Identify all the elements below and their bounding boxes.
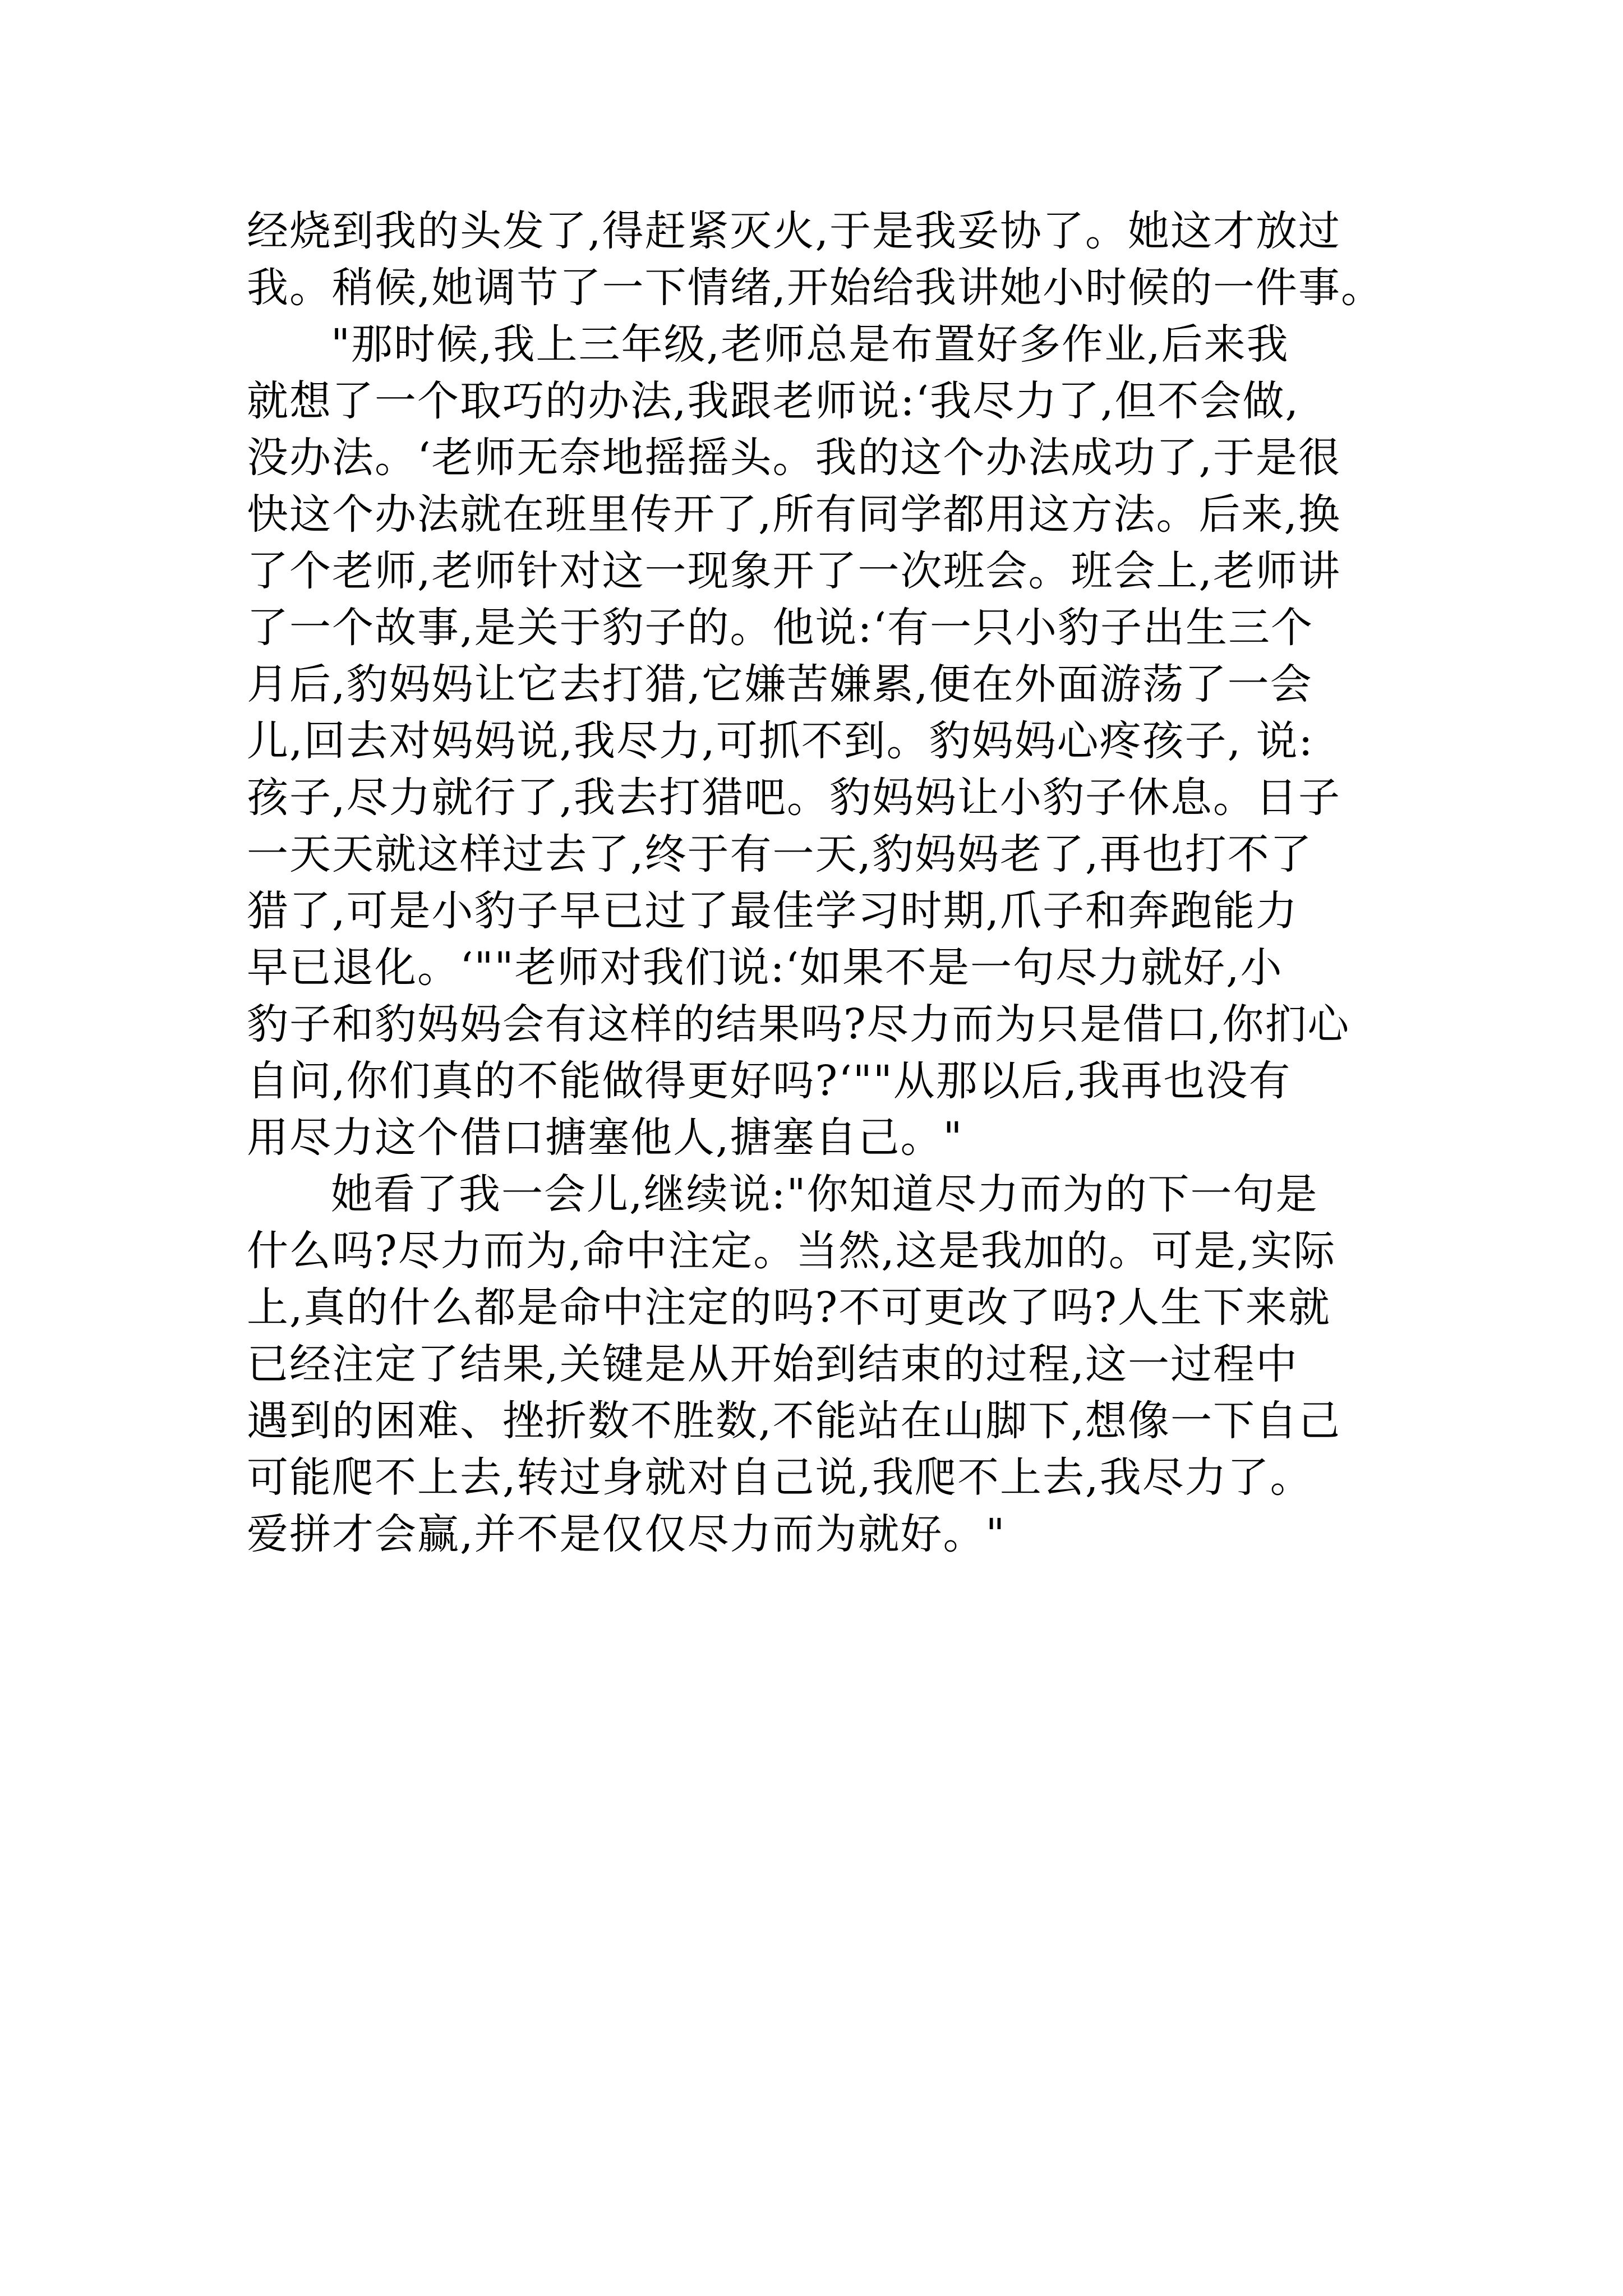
text-line: 孩子,尽力就行了,我去打猎吧。豹妈妈让小豹子休息。日子 xyxy=(247,774,1341,822)
text-line: 了一个故事,是关于豹子的。他说:‘有一只小豹子出生三个 xyxy=(247,604,1313,652)
text-line: 快这个办法就在班里传开了,所有同学都用这方法。后来,换 xyxy=(247,490,1341,539)
text-line: 猎了,可是小豹子早已过了最佳学习时期,爪子和奔跑能力 xyxy=(247,887,1299,935)
text-line: 已经注定了结果,关键是从开始到结束的过程,这一过程中 xyxy=(247,1340,1299,1388)
paragraph-start-line: "那时候,我上三年级,老师总是布置好多作业,后来我 xyxy=(331,320,1289,369)
text-line: 遇到的困难、挫折数不胜数,不能站在山脚下,想像一下自己 xyxy=(247,1397,1341,1445)
text-line: 自问,你们真的不能做得更好吗?‘""从那以后,我再也没有 xyxy=(247,1057,1292,1105)
text-line: 了个老师,老师针对这一现象开了一次班会。班会上,老师讲 xyxy=(247,547,1341,595)
text-line: 上,真的什么都是命中注定的吗?不可更改了吗?人生下来就 xyxy=(247,1283,1331,1332)
text-line: 经烧到我的头发了,得赶紧灭火,于是我妥协了。她这才放过 xyxy=(247,207,1341,255)
text-line: 我。稍候,她调节了一下情绪,开始给我讲她小时候的一件事。 xyxy=(247,264,1384,312)
text-line: 豹子和豹妈妈会有这样的结果吗?尽力而为只是借口,你扪心 xyxy=(247,1000,1350,1048)
paragraph-start-line: 她看了我一会儿,继续说:"你知道尽力而为的下一句是 xyxy=(331,1170,1318,1218)
text-line: 儿,回去对妈妈说,我尽力,可抓不到。豹妈妈心疼孩子, 说: xyxy=(247,717,1314,765)
text-line: 一天天就这样过去了,终于有一天,豹妈妈老了,再也打不了 xyxy=(247,830,1313,878)
text-line: 没办法。‘老师无奈地摇摇头。我的这个办法成功了,于是很 xyxy=(247,434,1341,482)
text-line: 什么吗?尽力而为,命中注定。当然,这是我加的。可是,实际 xyxy=(247,1227,1336,1275)
text-line: 爱拼才会赢,并不是仅仅尽力而为就好。" xyxy=(247,1510,1006,1558)
text-line: 就想了一个取巧的办法,我跟老师说:‘我尽力了,但不会做, xyxy=(247,377,1300,425)
body-text xyxy=(247,203,1396,1563)
text-line: 早已退化。‘""老师对我们说:‘如果不是一句尽力就好,小 xyxy=(247,944,1283,992)
text-line: 可能爬不上去,转过身就对自己说,我爬不上去,我尽力了。 xyxy=(247,1453,1313,1502)
text-line: 用尽力这个借口搪塞他人,搪塞自己。" xyxy=(247,1114,963,1162)
text-line: 月后,豹妈妈让它去打猎,它嫌苦嫌累,便在外面游荡了一会 xyxy=(247,660,1313,708)
